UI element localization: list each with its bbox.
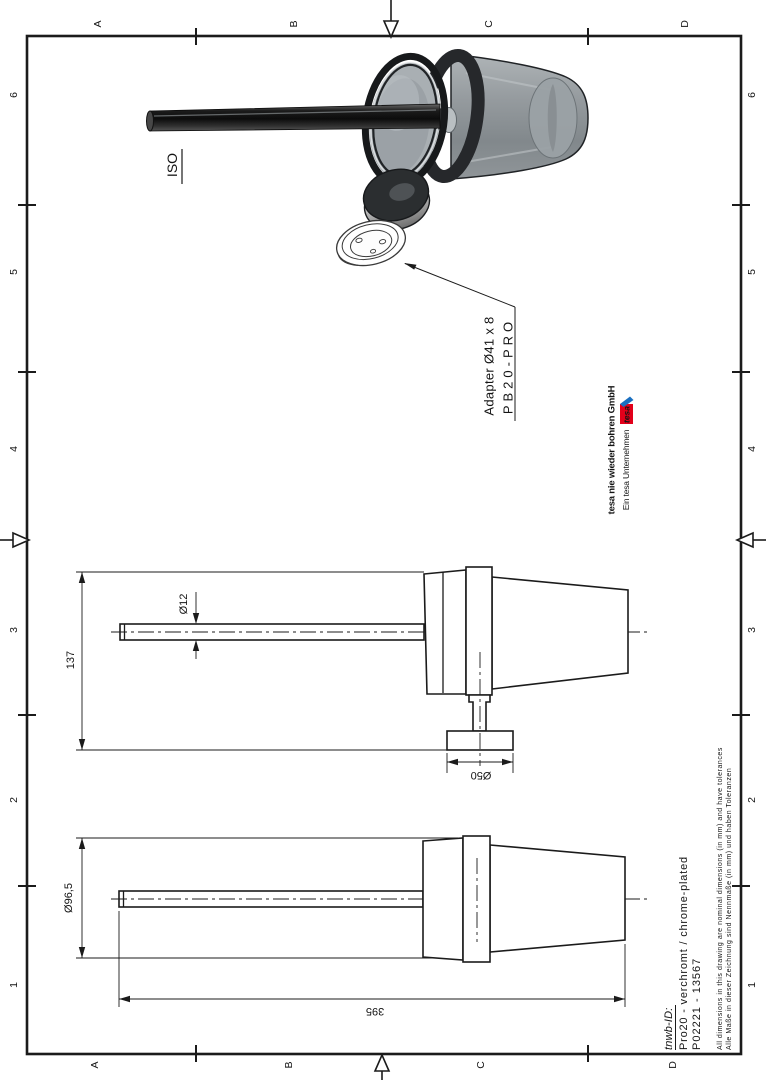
- grid-row-left-5: 5: [8, 269, 20, 275]
- dim12-arrow-top: [193, 613, 199, 624]
- tesa-logo-text: tesa: [621, 405, 632, 424]
- dim137-arrow-top: [79, 572, 85, 583]
- rod-3d: [150, 104, 440, 131]
- grid-col-bottom-a: A: [89, 1061, 101, 1069]
- dim965-value: Ø96,5: [63, 883, 75, 913]
- centering-mark-right-icon: [737, 533, 753, 547]
- grid-col-top-a: A: [92, 20, 104, 28]
- title-part-numbers: P02221 - 13567: [691, 957, 703, 1050]
- dim965-arrow-bottom: [79, 947, 85, 958]
- grid-row-right-2: 2: [746, 797, 758, 803]
- grid-row-left-4: 4: [8, 446, 20, 452]
- grid-row-left-1: 1: [8, 982, 20, 988]
- grid-col-bottom-b: B: [283, 1061, 295, 1069]
- view2-cone-left: [423, 838, 463, 960]
- grid-row-left-3: 3: [8, 627, 20, 633]
- grid-row-right-6: 6: [746, 92, 758, 98]
- dim395-arrow-left: [119, 996, 130, 1002]
- centering-mark-bottom-icon: [375, 1055, 389, 1071]
- grid-col-top-c: C: [483, 20, 495, 28]
- view1-band: [466, 567, 492, 695]
- dim50-value: Ø50: [470, 769, 492, 781]
- callout-text-line1: Adapter Ø41 x 8: [481, 316, 497, 416]
- title-id-label: tnwb-ID:: [663, 1007, 675, 1050]
- centering-mark-top-icon: [384, 21, 398, 37]
- ortho-view-side: [65, 567, 650, 781]
- view2-rod: [119, 891, 423, 907]
- dim395-arrow-right: [614, 996, 625, 1002]
- callout-leader-line: [405, 264, 515, 308]
- callout-text-line2: PB20-PRO: [500, 317, 516, 415]
- dim12-arrow-bottom: [193, 640, 199, 651]
- view1-cone-right: [492, 577, 628, 689]
- dim137-arrow-bottom: [79, 739, 85, 750]
- grid-col-bottom-c: C: [475, 1061, 487, 1069]
- view1-stem: [469, 695, 490, 731]
- iso-3d-view: [147, 51, 589, 421]
- dim12-value: Ø12: [178, 593, 190, 615]
- branding-block: [607, 385, 634, 514]
- title-note-de: Alle Maße in dieser Zeichnung sind Nennmaße (in mm) und haben Toleranzen: [726, 767, 733, 1050]
- view1-cone-left: [424, 570, 466, 694]
- view2-cone-right: [490, 845, 625, 952]
- grid-row-right-1: 1: [746, 982, 758, 988]
- dim50-arrow-right: [502, 759, 513, 765]
- grid-row-right-3: 3: [746, 627, 758, 633]
- rod-end-cap: [147, 111, 154, 131]
- grid-row-right-5: 5: [746, 269, 758, 275]
- dim50-arrow-left: [447, 759, 458, 765]
- title-product: Pro20 - verchromt / chrome-plated: [678, 856, 690, 1050]
- grid-col-bottom-d: D: [667, 1061, 679, 1069]
- grid-row-left-2: 2: [8, 797, 20, 803]
- iso-view-label: ISO: [164, 152, 180, 178]
- dim965-arrow-top: [79, 838, 85, 849]
- ortho-view-top: [63, 836, 650, 1017]
- title-note-en: All dimensions in this drawing are nominal dimensions (in mm) and have tolerances: [717, 747, 724, 1050]
- company-subline: Ein tesa Unternehmen: [621, 429, 631, 511]
- company-name: tesa nie wieder bohren GmbH: [606, 385, 618, 515]
- grid-col-top-d: D: [679, 20, 691, 28]
- grid-col-top-b: B: [288, 20, 300, 28]
- dim137-value: 137: [65, 650, 77, 670]
- grid-row-right-4: 4: [746, 446, 758, 452]
- grid-row-left-6: 6: [8, 92, 20, 98]
- dim395-value: 395: [365, 1005, 385, 1017]
- view2-band: [463, 836, 490, 962]
- title-block: [663, 747, 733, 1050]
